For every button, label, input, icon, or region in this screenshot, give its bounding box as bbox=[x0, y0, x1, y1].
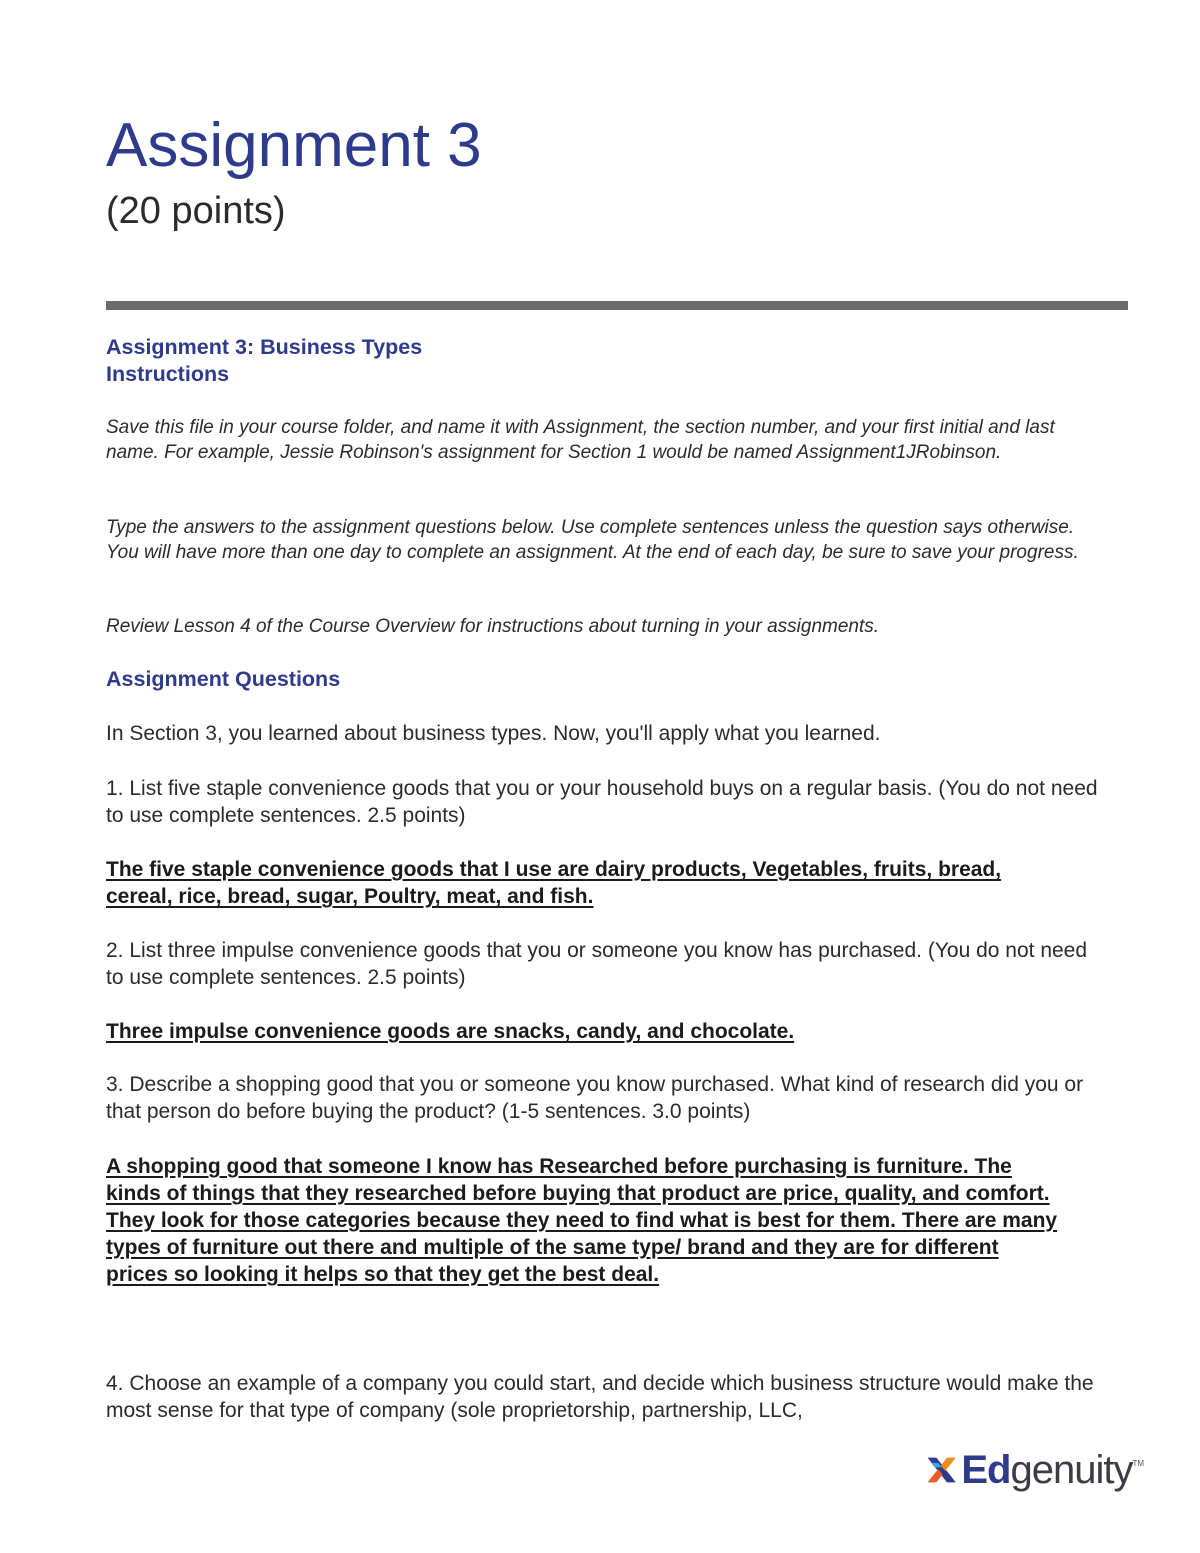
document-page bbox=[106, 0, 1131, 1553]
questions-heading: Assignment Questions bbox=[106, 667, 341, 691]
trademark-mark: TM bbox=[1132, 1459, 1144, 1468]
edgenuity-logo bbox=[924, 1445, 1144, 1495]
logo-light-text: genuity bbox=[1010, 1448, 1133, 1492]
points-subtitle: (20 points) bbox=[106, 190, 286, 232]
answer-2: Three impulse convenience goods are snacks, candy, and chocolate. bbox=[106, 1020, 795, 1043]
instruction-paragraph: Type the answers to the assignment questions below. Use complete sentences unless the question says otherwise. You will have more than one day to complete an assignment. At the end of each day, be sure to save your progress. bbox=[106, 517, 1079, 563]
question-2: 2. List three impulse convenience goods that you or someone you know has purchased. (You do not need to use complete sentences. 2.5 points) bbox=[106, 939, 1088, 989]
instruction-paragraph: Save this file in your course folder, and name it with Assignment, the section number, and your first initial and last name. For example, Jessie Robinson's assignment for Section 1 would be named Assignment1JRobinson. bbox=[106, 417, 1055, 463]
divider-rule bbox=[106, 301, 1128, 310]
edgenuity-x-icon bbox=[924, 1450, 959, 1490]
instruction-paragraph: Review Lesson 4 of the Course Overview for instructions about turning in your assignments. bbox=[106, 616, 880, 637]
page-title: Assignment 3 bbox=[106, 111, 482, 180]
section-heading: Assignment 3: Business Types bbox=[106, 335, 423, 359]
question-3: 3. Describe a shopping good that you or someone you know purchased. What kind of research did you or that person do before buying the product? (1-5 sentences. 3.0 points) bbox=[106, 1073, 1084, 1123]
question-4: 4. Choose an example of a company you could start, and decide which business structure would make the most sense for that type of company (sole proprietorship, partnership, LLC, bbox=[106, 1372, 1094, 1422]
answer-1: The five staple convenience goods that I use are dairy products, Vegetables, fruits, bread, cereal, rice, bread, sugar, Poultry, meat, and fish. bbox=[106, 858, 1002, 908]
answer-3: A shopping good that someone I know has Researched before purchasing is furniture. The kinds of things that they researched before buying that product are price, quality, and comfort. They look for those categories because they need to find what is best for them. There are many types of furniture out there and multiple of the same type/ brand and they are for different prices so looking it helps so that they get the best deal. bbox=[106, 1155, 1058, 1286]
logo-bold-text: Ed bbox=[961, 1448, 1011, 1492]
question-1: 1. List five staple convenience goods that you or your household buys on a regular basis. (You do not need to use complete sentences. 2.5 points) bbox=[106, 777, 1098, 827]
logo-wordmark bbox=[961, 1450, 1132, 1490]
instructions-heading: Instructions bbox=[106, 362, 230, 386]
questions-intro: In Section 3, you learned about business types. Now, you'll apply what you learned. bbox=[106, 722, 881, 745]
